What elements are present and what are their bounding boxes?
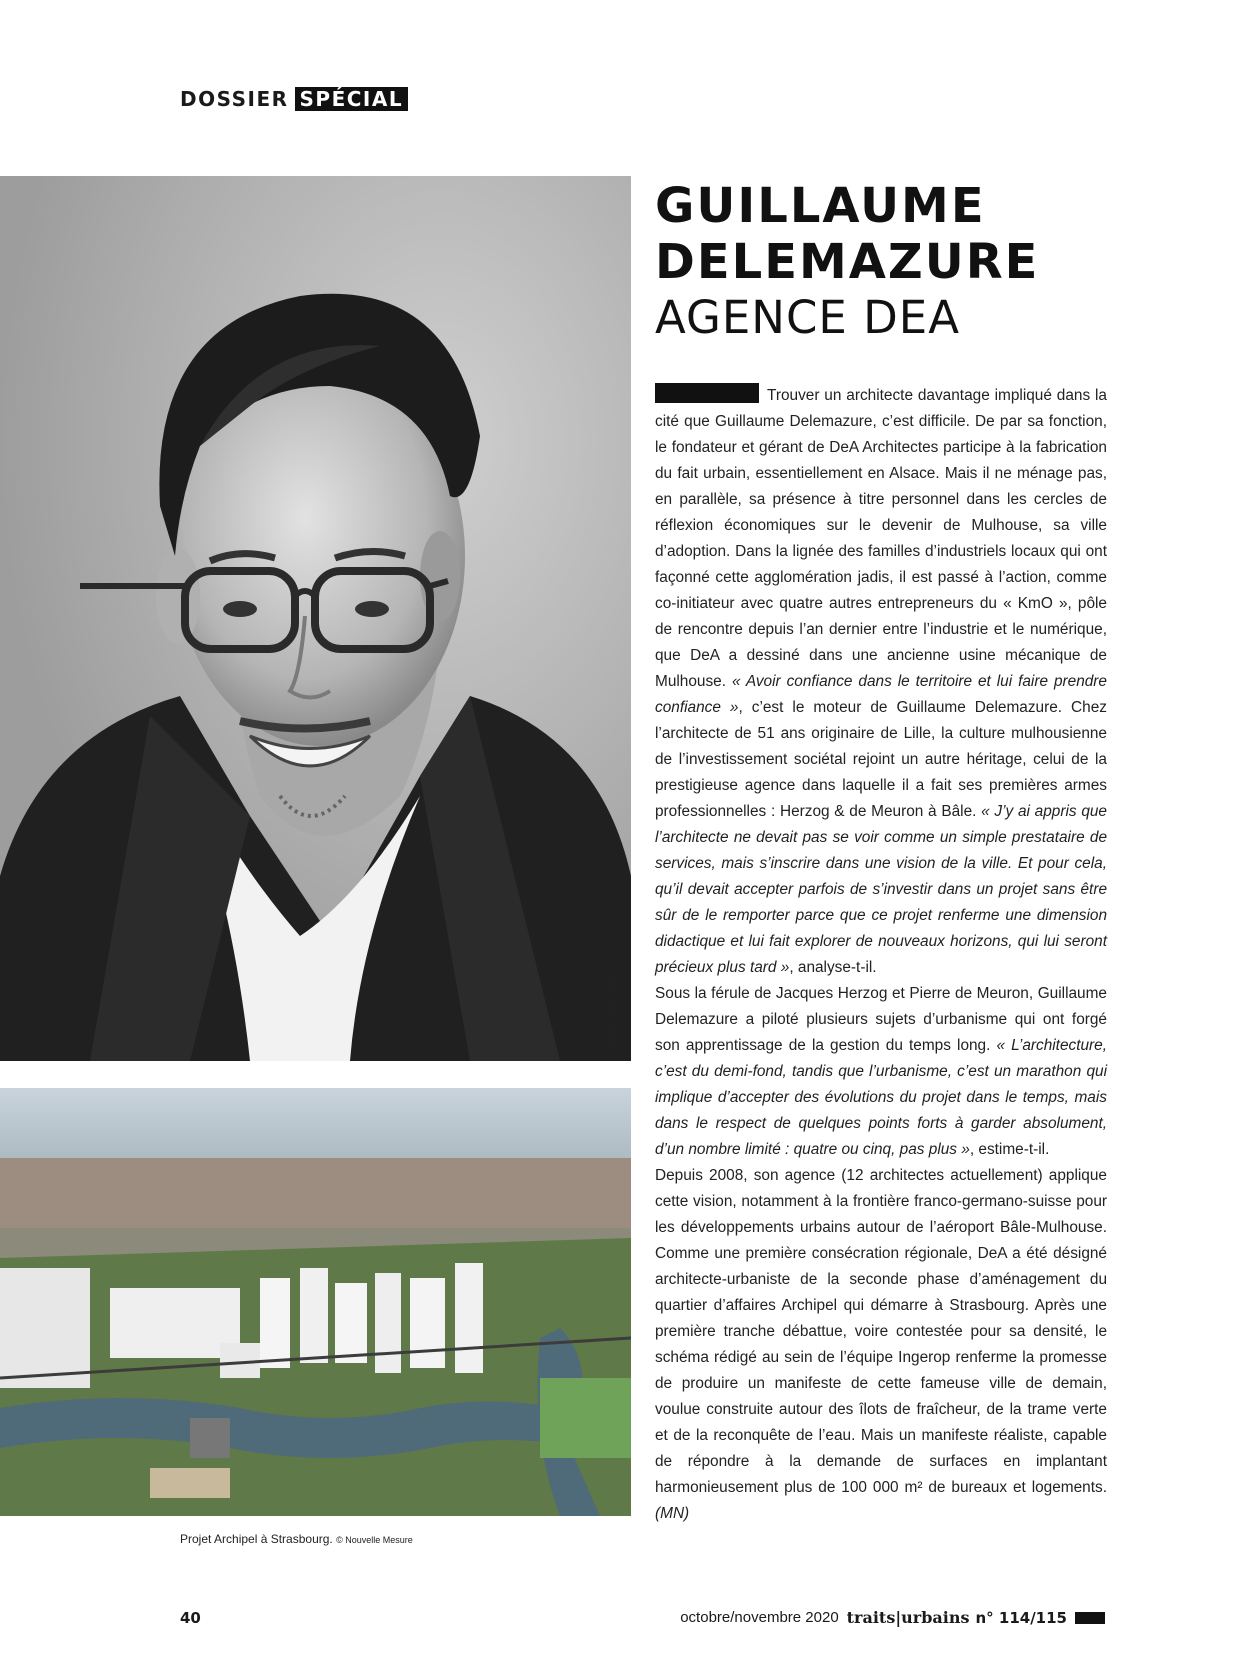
paragraph-2	[655, 981, 1107, 1163]
dossier-label: DOSSIER	[180, 87, 289, 111]
p2-quote: « L’architecture, c’est du demi-fond, tandis que l’urbanisme, c’est un marathon qui implique d’accepter des évolutions du projet dans le temps, mais dans le respect de quelques points forts à garder absolument, d’un nombre limité : quatre ou cinq, pas plus »	[655, 1037, 1107, 1158]
photo-credit: © DeA Architectes	[606, 977, 617, 1058]
lead-bar	[655, 383, 759, 403]
p1-quote-2: « J’y ai appris que l’architecte ne devait pas se voir comme un simple prestataire de services, mais s’inscrire dans une vision de la ville. Et pour cela, qu’il devait accepter parfois de s’investir dans un projet sans être sûr de le remporter parce que ce projet renferme une dimension didactique et lui fait explorer de nouveaux horizons, qui lui seront précieux plus tard »	[655, 803, 1107, 976]
footer-info	[680, 1608, 1105, 1627]
p2-text-a: Sous la férule de Jacques Herzog et Pierre de Meuron, Guillaume Delemazure a piloté plusieurs sujets d’urbanisme qui ont forgé son apprentissage de la gestion du temps long.	[655, 985, 1107, 1054]
issue-date: octobre/novembre 2020	[680, 1609, 839, 1626]
name-line-2: DELEMAZURE	[655, 234, 1040, 290]
article-body	[655, 383, 1107, 1527]
p1-text-b: , c’est le moteur de Guillaume Delemazure. Chez l’architecte de 51 ans originaire de Lille, la culture mulhousienne de l’investissement sociétal rejoint un autre héritage, celui de la prestigieuse agence dans laquelle il a fait ses premières armes professionnelles : Herzog & de Meuron à Bâle.	[655, 699, 1107, 820]
aerial-photo	[0, 1088, 631, 1516]
paragraph-1	[655, 383, 1107, 981]
portrait-illustration	[0, 176, 631, 1061]
page-number: 40	[180, 1609, 201, 1627]
p1-quote-1: « Avoir confiance dans le territoire et lui faire prendre confiance »	[655, 673, 1107, 716]
aerial-illustration	[0, 1088, 631, 1516]
magazine-name: traits|urbains	[846, 1608, 970, 1627]
caption-text: Projet Archipel à Strasbourg.	[180, 1532, 333, 1546]
aerial-caption	[180, 1532, 413, 1546]
caption-credit: © Nouvelle Mesure	[336, 1535, 413, 1545]
p1-text-c: , analyse-t-il.	[789, 959, 877, 976]
footer-block	[1075, 1612, 1105, 1624]
author-signature: (MN)	[655, 1505, 690, 1522]
article-title	[655, 178, 1115, 346]
special-label: SPÉCIAL	[295, 87, 409, 111]
issue-number: n° 114/115	[975, 1608, 1067, 1627]
portrait-photo	[0, 176, 631, 1061]
paragraph-3	[655, 1163, 1107, 1527]
p3-text: Depuis 2008, son agence (12 architectes actuellement) applique cette vision, notamment à la frontière franco-germano-suisse pour les développements urbains autour de l’aéroport Bâle-Mulhouse. Comme une première consécration régionale, DeA a été désigné architecte-urbaniste de la seconde phase d’aménagement du quartier d’affaires Archipel qui démarre à Strasbourg. Après une première tranche débattue, voire contestée pour sa densité, le schéma rédigé au sein de l’équipe Ingerop renferme la promesse de produire un manifeste de cette fameuse ville de demain, voulue construite autour des îlots de fraîcheur, de la trame verte et de la reconquête de l’eau. Mais un manifeste réaliste, capable de répondre à la demande de surfaces en implantant harmonieusement plus de 100 000 m² de bureaux et logements.	[655, 1167, 1107, 1496]
p2-text-b: , estime-t-il.	[969, 1141, 1050, 1158]
name-line-1: GUILLAUME	[655, 178, 986, 234]
section-tag	[180, 86, 408, 112]
p1-text-a: Trouver un architecte davantage impliqué dans la cité que Guillaume Delemazure, c’est difficile. De par sa fonction, le fondateur et gérant de DeA Architectes participe à la fabrication du fait urbain, essentiellement en Alsace. Mais il ne ménage pas, en parallèle, sa présence à titre personnel dans les cercles de réflexion économiques sur le devenir de Mulhouse, sa ville d’adoption. Dans la lignée des familles d’industriels locaux qui ont façonné cette agglomération jadis, il est passé à l’action, comme co-initiateur avec quatre autres entrepreneurs du « KmO », pôle de rencontre depuis l’an dernier entre l’industrie et le numérique, que DeA a dessiné dans une ancienne usine mécanique de Mulhouse.	[655, 387, 1107, 690]
agency-name: AGENCE DEA	[655, 291, 960, 344]
